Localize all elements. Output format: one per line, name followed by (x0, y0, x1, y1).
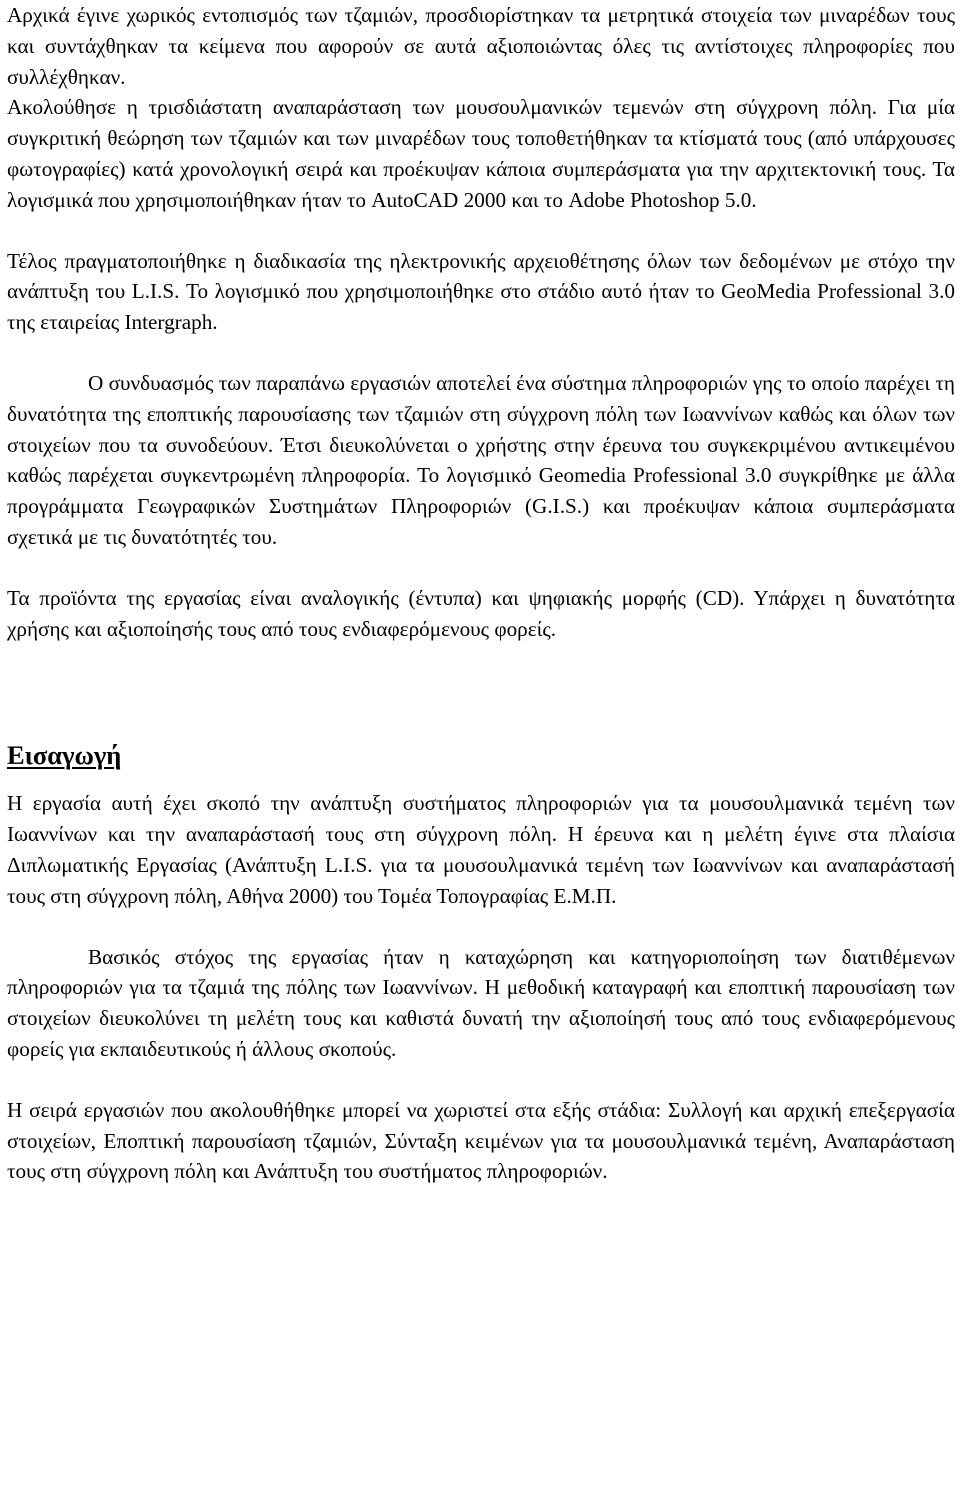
paragraph-products: Τα προϊόντα της εργασίας είναι αναλογικής (έντυπα) και ψηφιακής μορφής (CD). Υπάρχει η δυνατότητα χρήσης και αξιοποίησής τους από τους ενδιαφερόμενους φορείς. (7, 585, 955, 641)
paragraph-work-stages: Η σειρά εργασιών που ακολουθήθηκε μπορεί να χωριστεί στα εξής στάδια: Συλλογή και αρχική επεξεργασία στοιχείων, Εποπτική παρουσίαση τζαμιών, Σύνταξη κειμένων για τα μουσουλμανικά τεμένη, Αναπαράσταση τους στη σύγχρονη πόλη και Ανάπτυξη του συστήματος πληροφοριών. (7, 1097, 955, 1184)
document-page (7, 0, 955, 1187)
paragraph-spatial-localization: Αρχικά έγινε χωρικός εντοπισμός των τζαμιών, προσδιορίστηκαν τα μετρητικά στοιχεία των μιναρέδων τους και συντάχθηκαν τα κείμενα που αφορούν σε αυτά αξιοποιώντας όλες τις αντίστοιχες πληροφορίες που συλλέχθηκαν. (7, 3, 955, 89)
paragraph-main-goal: Βασικός στόχος της εργασίας ήταν η καταχώρηση και κατηγοριοποίηση των διατιθέμενων πληροφοριών για τα τζαμιά της πόλης των Ιωαννίνων. Η μεθοδική καταγραφή και εποπτική παρουσίαση των στοιχείων διευκολύνει τη μελέτη τους και καθιστά δυνατή την αξιοποίησή τους από τους ενδιαφερόμενους φορείς για εκπαιδευτικούς ή άλλους σκοπούς. (7, 944, 955, 1061)
paragraph-3d-representation: Ακολούθησε η τρισδιάστατη αναπαράσταση των μουσουλμανικών τεμενών στη σύγχρονη πόλη. Για μία συγκριτική θεώρηση των τζαμιών και των μιναρέδων τους τοποθετήθηκαν τα κτίσματά τους (από υπάρχουσες φωτογραφίες) κατά χρονολογική σειρά και προέκυψαν κάποια συμπεράσματα για την αρχιτεκτονική τους. Τα λογισμικά που χρησιμοποιήθηκαν ήταν το AutoCAD 2000 και το Adobe Photoshop 5.0. (7, 95, 955, 212)
paragraph-information-system: Ο συνδυασμός των παραπάνω εργασιών αποτελεί ένα σύστημα πληροφοριών γης το οποίο παρέχει τη δυνατότητα της εποπτικής παρουσίασης των τζαμιών στη σύγχρονη πόλη των Ιωαννίνων καθώς και όλων των στοιχείων που τα συνοδεύουν. Έτσι διευκολύνεται ο χρήστης στην έρευνα του συγκεκριμένου αντικειμένου καθώς παρέχεται συγκεντρωμένη πληροφορία. Το λογισμικό Geomedia Professional 3.0 συγκρίθηκε με άλλα προγράμματα Γεωγραφικών Συστημάτων Πληροφοριών (G.I.S.) και προέκυψαν κάποια συμπεράσματα σχετικά με τις δυνατότητές του. (7, 370, 955, 549)
paragraph-purpose: Η εργασία αυτή έχει σκοπό την ανάπτυξη συστήματος πληροφοριών για τα μουσουλμανικά τεμένη των Ιωαννίνων και την αναπαράστασή τους στη σύγχρονη πόλη. Η έρευνα και η μελέτη έγινε στα πλαίσια Διπλωματικής Εργασίας (Ανάπτυξη L.I.S. για τα μουσουλμανικά τεμένη των Ιωαννίνων και αναπαράστασή τους στη σύγχρονη πόλη, Αθήνα 2000) του Τομέα Τοπογραφίας Ε.Μ.Π. (7, 791, 955, 908)
section-heading-introduction: Εισαγωγή (7, 740, 122, 771)
paragraph-electronic-archiving: Τέλος πραγματοποιήθηκε η διαδικασία της ηλεκτρονικής αρχειοθέτησης όλων των δεδομένων με στόχο την ανάπτυξη του L.I.S. Το λογισμικό που χρησιμοποιήθηκε στο στάδιο αυτό ήταν το GeoMedia Professional 3.0 της εταιρείας Intergraph. (7, 248, 955, 335)
